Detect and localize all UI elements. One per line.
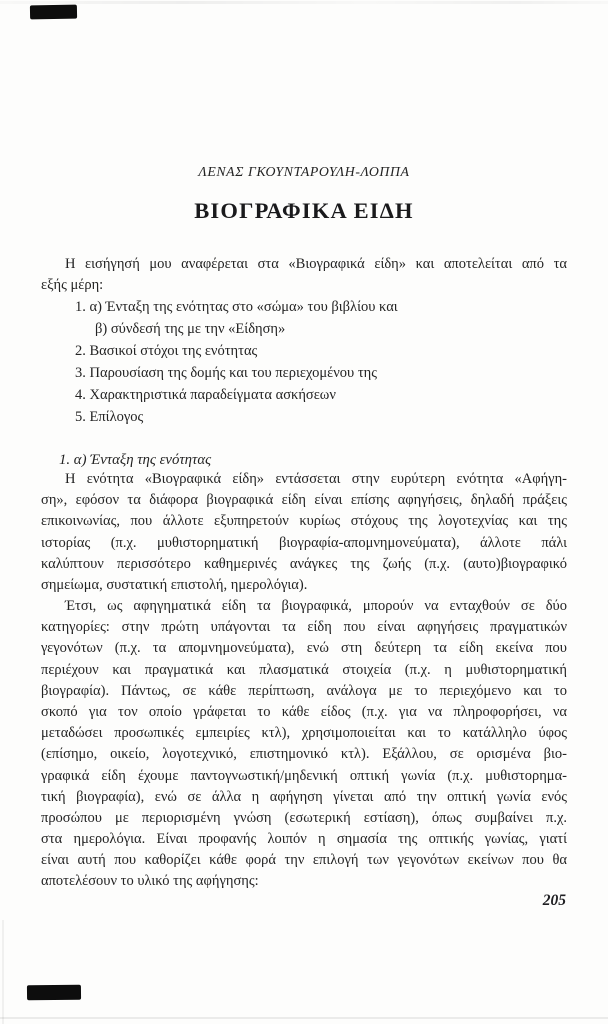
page-title: ΒΙΟΓΡΑΦΙΚΑ ΕΙΔΗ xyxy=(194,198,414,223)
intro-paragraph: Η εισήγησή μου αναφέρεται στα «Βιογραφικά είδη» και αποτελείται από τα εξής μέρη: xyxy=(41,256,567,293)
contents-outline-list: 1. α) Ένταξη της ενότητας στο «σώμα» του βιβλίου και β) σύνδεσή της με την «Είδηση» 2. Βασικοί στόχοι της ενότητας 3. Παρουσίαση της δομής και του περιεχομένου της 4. Χαρακτηριστικά παραδείγματα ασκήσεων 5. Επίλογος xyxy=(75,299,398,425)
body-paragraph-2: Έτσι, ως αφηγηματικά είδη τα βιογραφικά, μπορούν να ενταχθούν σε δύο κατηγορίες: στην πρώτη υπάγονται τα είδη που είναι αφηγήσεις πραγματικών γεγονότων (π.χ. τα απομνημονεύματα), ενώ στη δεύτερη τα είδη εκείνα που περιέχουν και πραγματικά και πλασματικά στοιχεία (π.χ. η μυθιστορηματική βιογραφία). Πάντως, σε κάθε περίπτωση, ανάλογα με το περιεχόμενο και το σκοπό για τον οποίο γράφεται το κάθε είδος (π.χ. για να πληροφορήσει, να μεταδώσει προσωπικές εμπειρίες κτλ), χρησιμοποιείται και το κατάλληλο ύφος (επίσημο, οικείο, λογοτεχνικό, επιστημονικό κτλ). Εξάλλου, σε ορισμένα βιο- γραφικά είδη έχουμε παντογνωστική/μηδενική οπτική γωνία (π.χ. μυθιστορημα- τική βιογραφία), ενώ σε άλλα η αφήγηση γίνεται από την οπτική γωνία ενός προσώπου με περιορισμένη γνώση (εσωτερική εστίαση), όπως συμβαίνει π.χ. στα ημερολόγια. Είναι προφανής λοιπόν η σημασία της οπτικής γωνίας, γιατί είναι αυτή που καθορίζει κάθε φορά την επιλογή των γεγονότων εκείνων που θα αποτελέσουν το υλικό της αφήγησης: xyxy=(41,598,567,890)
scan-edge-top xyxy=(0,1,608,4)
page-number: 205 xyxy=(542,892,566,909)
section-heading: 1. α) Ένταξη της ενότητας xyxy=(59,452,212,468)
body-paragraph-1: Η ενότητα «Βιογραφικά είδη» εντάσσεται στην ευρύτερη ενότητα «Αφήγη- ση», εφόσον τα διάφορα βιογραφικά είδη είναι επίσης αφηγήσεις, δηλαδή πράξεις επικοινωνίας, που άλλοτε εξυπηρετούν κυρίως στόχους της λογοτεχνίας και της ιστορίας (π.χ. μυθιστορηματική βιογραφία-απομνημονεύματα), άλλοτε πάλι καλύπτουν περισσότερο καθημερινές ανάγκες της ζωής (π.χ. (αυτο)βιογραφικό σημείωμα, συστατική επιστολή, ημερολόγια). xyxy=(41,471,567,593)
photocopy-mark-top-left xyxy=(30,5,77,20)
scan-edge-left xyxy=(2,920,4,1024)
author-line: ΛΕΝΑΣ ΓΚΟΥΝΤΑΡΟΥΛΗ-ΛΟΠΠΑ xyxy=(198,164,410,179)
scan-edge-bottom xyxy=(0,1017,608,1019)
photocopy-mark-bottom-left xyxy=(27,985,81,1001)
